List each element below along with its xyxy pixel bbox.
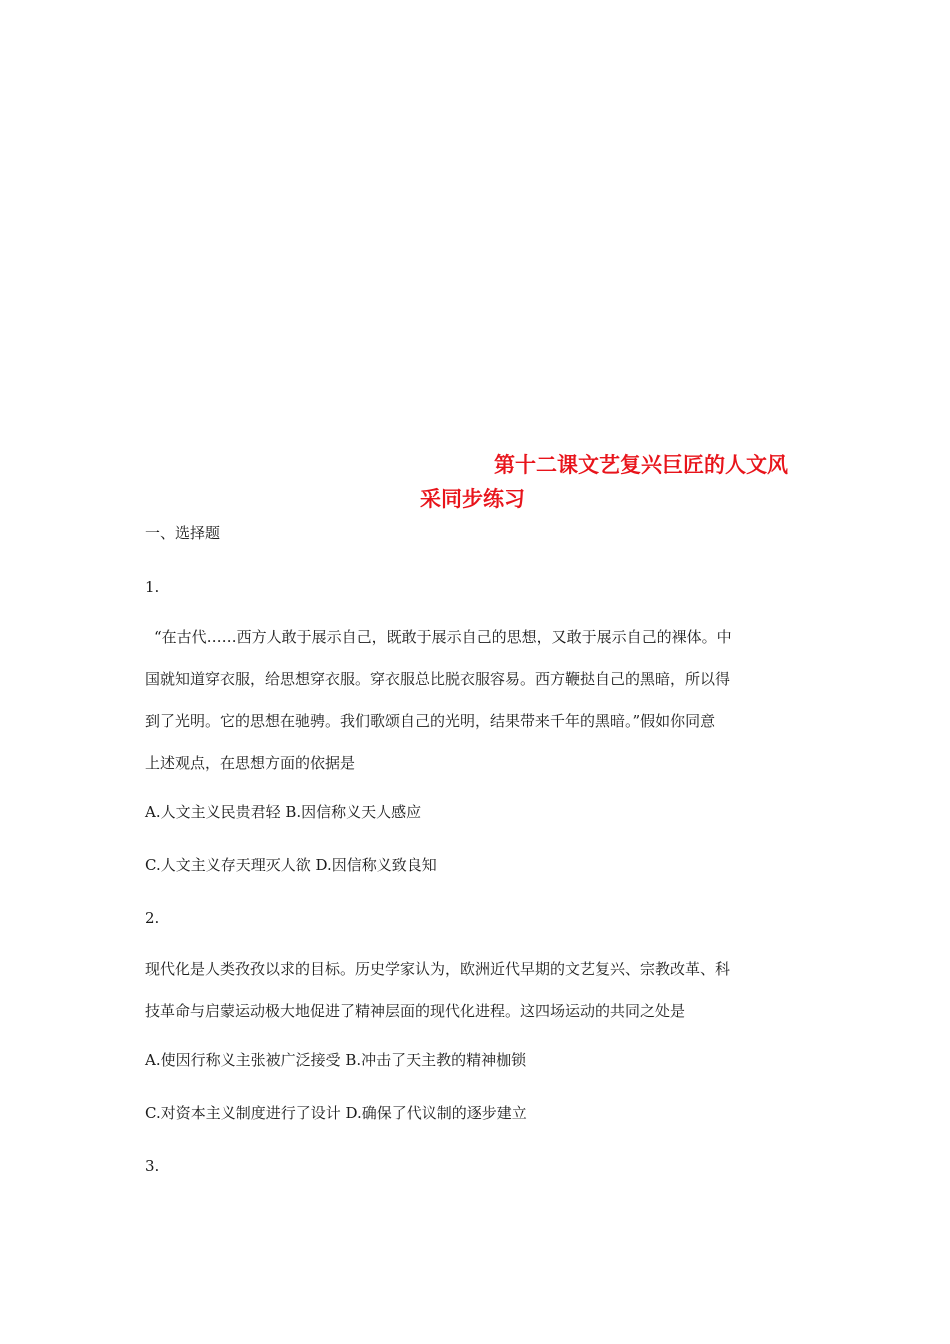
question-2-stem xyxy=(145,948,810,1032)
question-1-stem-line: 国就知道穿衣服，给思想穿衣服。穿衣服总比脱衣服容易。西方鞭挞自己的黑暗，所以得 xyxy=(145,670,731,688)
title-line-2: 采同步练习 xyxy=(420,487,525,511)
question-1-stem-line: “在古代……西方人敢于展示自己，既敢于展示自己的思想，又敢于展示自己的裸体。中 xyxy=(154,628,732,646)
section-heading: 一、选择题 xyxy=(145,524,221,542)
question-2-stem-line: 现代化是人类孜孜以求的目标。历史学家认为，欧洲近代早期的文艺复兴、宗教改革、科 xyxy=(145,960,731,978)
question-1-options-ab: A.人文主义民贵君轻 B.因信称义天人感应 xyxy=(145,803,422,821)
question-2-stem-line: 技革命与启蒙运动极大地促进了精神层面的现代化进程。这四场运动的共同之处是 xyxy=(145,1002,686,1020)
question-1-number: 1. xyxy=(145,578,160,596)
document-title xyxy=(420,448,840,516)
question-3-number: 3. xyxy=(145,1157,160,1175)
question-1-stem-line: 到了光明。它的思想在驰骋。我们歌颂自己的光明，结果带来千年的黑暗。”假如你同意 xyxy=(145,712,716,730)
question-2-options-cd: C.对资本主义制度进行了设计 D.确保了代议制的逐步建立 xyxy=(145,1104,527,1122)
question-2-number: 2. xyxy=(145,909,160,927)
question-1-stem-line: 上述观点，在思想方面的依据是 xyxy=(145,754,356,772)
title-line-1: 第十二课文艺复兴巨匠的人文风 xyxy=(494,453,788,477)
question-1-options-cd: C.人文主义存天理灭人欲 D.因信称义致良知 xyxy=(145,856,437,874)
question-2-options-ab: A.使因行称义主张被广泛接受 B.冲击了天主教的精神枷锁 xyxy=(145,1051,527,1069)
question-1-stem xyxy=(145,616,810,784)
